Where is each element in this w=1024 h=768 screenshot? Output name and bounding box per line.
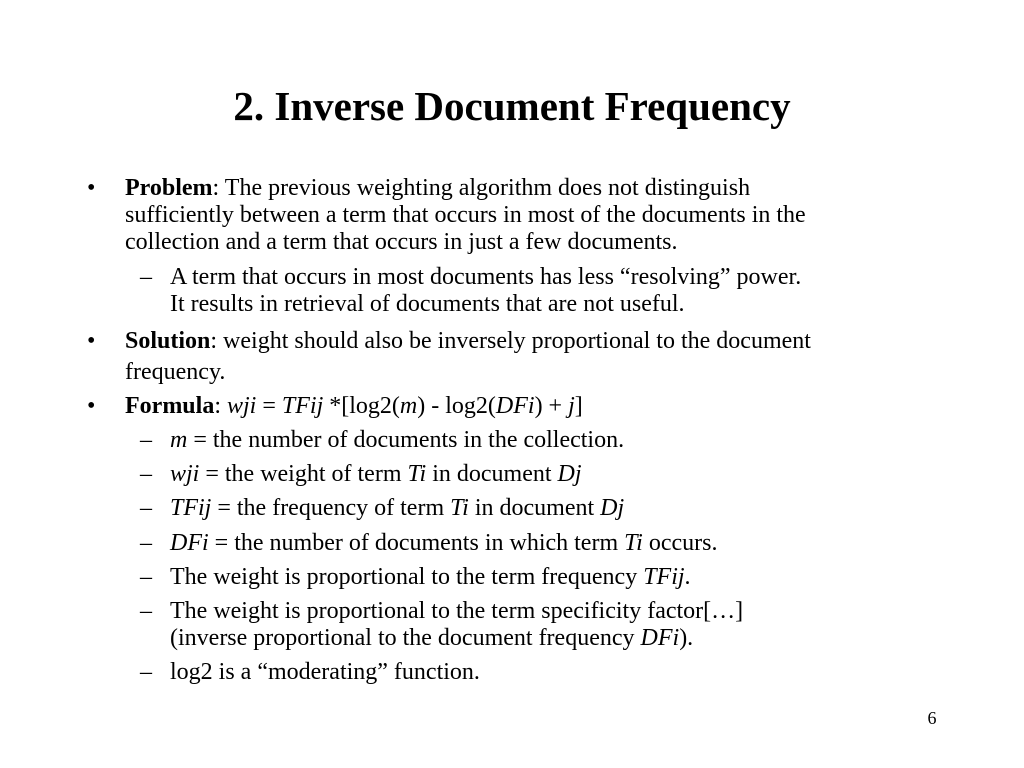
- solution-label: Solution: [125, 328, 211, 354]
- formula-part-4: ]: [574, 393, 583, 419]
- note-2-end: ).: [679, 625, 694, 651]
- problem-line-1: [125, 175, 750, 203]
- formula-label: Formula: [125, 393, 215, 419]
- formula-m: m: [399, 393, 418, 419]
- definition-tfij: [170, 495, 624, 523]
- dash-marker: –: [140, 264, 152, 290]
- formula-j: j: [568, 393, 575, 419]
- definition-dfi-ti: Ti: [624, 530, 643, 556]
- dash-marker: –: [140, 659, 152, 685]
- problem-line-2: sufficiently between a term that occurs in most of the documents in the: [125, 202, 806, 228]
- definition-tfij-text-1: = the frequency of term: [211, 495, 451, 521]
- definition-wji-ti: Ti: [407, 461, 427, 487]
- problem-colon: :: [212, 175, 220, 201]
- note-1-tfij: TFij: [643, 564, 685, 590]
- formula-tfij: TFij: [281, 393, 324, 419]
- dash-marker: –: [140, 598, 152, 624]
- definition-dfi: [170, 530, 717, 558]
- note-1-end: .: [684, 564, 691, 590]
- note-1-text: The weight is proportional to the term frequency: [170, 564, 644, 590]
- page-number: 6: [927, 708, 937, 728]
- note-2-dfi: DFi: [640, 625, 680, 651]
- note-specificity-line-1: The weight is proportional to the term specificity factor[…]: [170, 598, 744, 624]
- formula-dfi: DFi: [495, 393, 535, 419]
- definition-tfij-text-2: in document: [468, 495, 601, 521]
- formula-line: [125, 393, 583, 421]
- problem-text-1: The previous weighting algorithm does not distinguish: [219, 175, 751, 201]
- definition-dfi-text-1: = the number of documents in which term: [208, 530, 625, 556]
- formula-colon: :: [214, 393, 227, 419]
- dash-marker: –: [140, 564, 152, 590]
- note-specificity-line-2: [170, 625, 693, 653]
- dash-marker: –: [140, 461, 152, 487]
- problem-sub-line-2: It results in retrieval of documents that are not useful.: [170, 291, 685, 317]
- definition-m-text: = the number of documents in the collection.: [187, 427, 625, 453]
- problem-line-3: collection and a term that occurs in just a few documents.: [125, 229, 678, 255]
- bullet-marker: •: [87, 175, 96, 201]
- dash-marker: –: [140, 530, 152, 556]
- problem-label: Problem: [125, 175, 213, 201]
- note-log2: log2 is a “moderating” function.: [170, 659, 480, 685]
- bullet-marker: •: [87, 328, 96, 354]
- note-term-frequency: [170, 564, 691, 592]
- bullet-marker: •: [87, 393, 96, 419]
- solution-text-1: : weight should also be inversely proportional to the document: [210, 328, 811, 354]
- definition-tfij-ti: Ti: [450, 495, 469, 521]
- definition-tfij-term: TFij: [170, 495, 212, 521]
- definition-m: [170, 427, 624, 455]
- definition-wji-dj: Dj: [557, 461, 582, 487]
- formula-part-2: ) - log2(: [417, 393, 496, 419]
- definition-wji-term: wji: [170, 461, 200, 487]
- dash-marker: –: [140, 495, 152, 521]
- definition-wji-text-2: in document: [426, 461, 558, 487]
- formula-part-3: ) +: [534, 393, 569, 419]
- formula-part-1: *[log2(: [323, 393, 400, 419]
- definition-m-term: m: [170, 427, 188, 453]
- definition-wji-text-1: = the weight of term: [199, 461, 408, 487]
- definition-dfi-text-2: occurs.: [642, 530, 718, 556]
- problem-sub-line-1: A term that occurs in most documents has less “resolving” power.: [170, 264, 802, 290]
- dash-marker: –: [140, 427, 152, 453]
- definition-tfij-dj: Dj: [600, 495, 625, 521]
- solution-line-2: frequency.: [125, 359, 226, 385]
- formula-wji: wji: [227, 393, 257, 419]
- formula-eq: =: [256, 393, 282, 419]
- definition-wji: [170, 461, 582, 489]
- note-2-text: (inverse proportional to the document frequency: [170, 625, 641, 651]
- solution-line-1: [125, 328, 811, 356]
- slide-title: 2. Inverse Document Frequency: [233, 83, 791, 129]
- definition-dfi-term: DFi: [170, 530, 209, 556]
